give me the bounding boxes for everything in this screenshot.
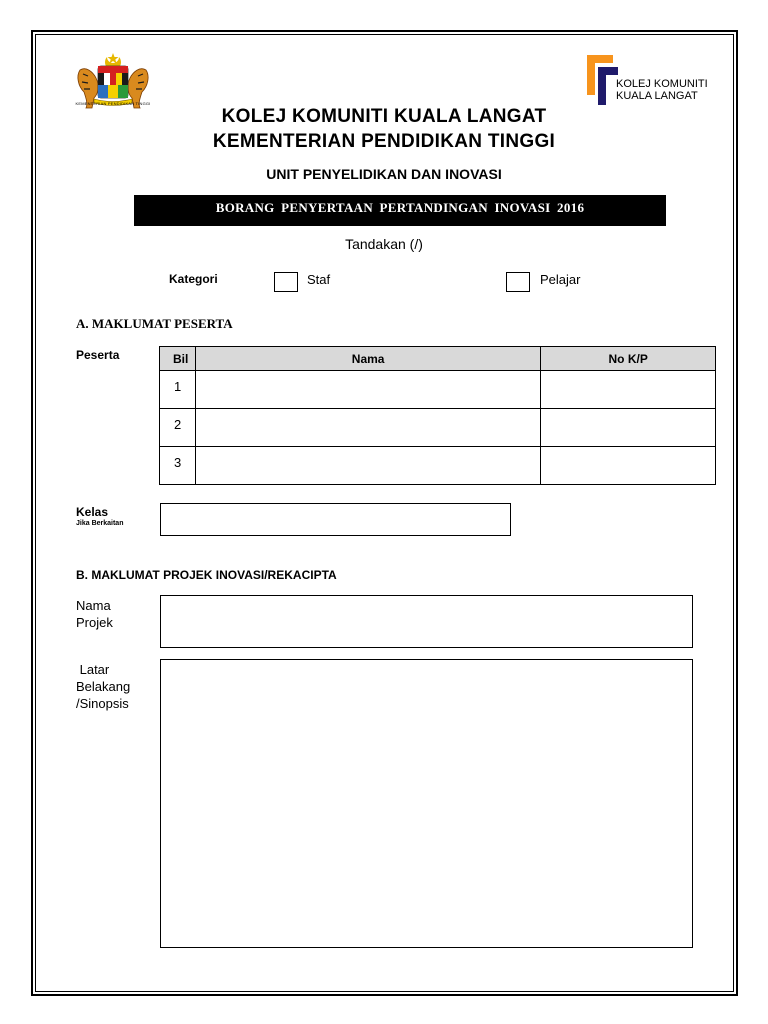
staf-checkbox[interactable]: [274, 272, 298, 292]
college-title: KOLEJ KOMUNITI KUALA LANGAT: [221, 106, 547, 127]
kategori-label: Kategori: [169, 272, 218, 286]
ministry-title: KEMENTERIAN PENDIDIKAN TINGGI: [212, 131, 556, 152]
kk-logo-line2: KUALA LANGAT: [616, 90, 698, 102]
latar-label-line: Latar: [76, 662, 110, 677]
tandakan-instruction: Tandakan (/): [345, 236, 423, 252]
table-row: [160, 371, 716, 409]
latar-label-line: Belakang: [76, 679, 131, 694]
bil-header: Bil: [160, 347, 196, 371]
unit-title: UNIT PENYELIDIKAN DAN INOVASI: [266, 166, 502, 182]
bil-cell: 2: [160, 409, 196, 447]
participant-table: [159, 346, 716, 485]
nokp-cell[interactable]: [541, 409, 716, 447]
bil-cell: 3: [160, 447, 196, 485]
nokp-cell[interactable]: [541, 447, 716, 485]
pelajar-checkbox[interactable]: [506, 272, 530, 292]
latar-belakang-label: [76, 661, 130, 712]
nama-projek-label-line: Nama: [76, 598, 111, 613]
pelajar-label: Pelajar: [540, 272, 581, 287]
section-b-heading: B. MAKLUMAT PROJEK INOVASI/REKACIPTA: [76, 568, 337, 582]
kk-logo-line1: KOLEJ KOMUNITI: [616, 78, 708, 90]
latar-belakang-field[interactable]: [160, 659, 693, 948]
section-a-heading: A. MAKLUMAT PESERTA: [76, 316, 233, 331]
nokp-header: No K/P: [541, 347, 716, 371]
nama-cell[interactable]: [195, 371, 540, 409]
nama-cell[interactable]: [195, 409, 540, 447]
nama-cell[interactable]: [195, 447, 540, 485]
nama-projek-label-line: Projek: [76, 615, 113, 630]
kelas-field[interactable]: [160, 503, 511, 536]
nama-header: Nama: [195, 347, 540, 371]
bil-cell: 1: [160, 371, 196, 409]
form-title-banner: BORANG PENYERTAAN PERTANDINGAN INOVASI 2016: [134, 195, 666, 226]
staf-label: Staf: [307, 272, 331, 287]
nama-projek-label: [76, 597, 113, 631]
nokp-cell[interactable]: [541, 371, 716, 409]
crest-caption: KEMENTERIAN PENDIDIKAN TINGGI: [75, 101, 151, 106]
kelas-note: Jika Berkaitan: [76, 520, 124, 527]
table-row: [160, 409, 716, 447]
latar-label-line: /Sinopsis: [76, 696, 129, 711]
nama-projek-field[interactable]: [160, 595, 693, 648]
peserta-label: Peserta: [76, 348, 120, 362]
table-header-row: [160, 347, 716, 371]
kelas-label: Kelas: [76, 505, 109, 519]
table-row: [160, 447, 716, 485]
